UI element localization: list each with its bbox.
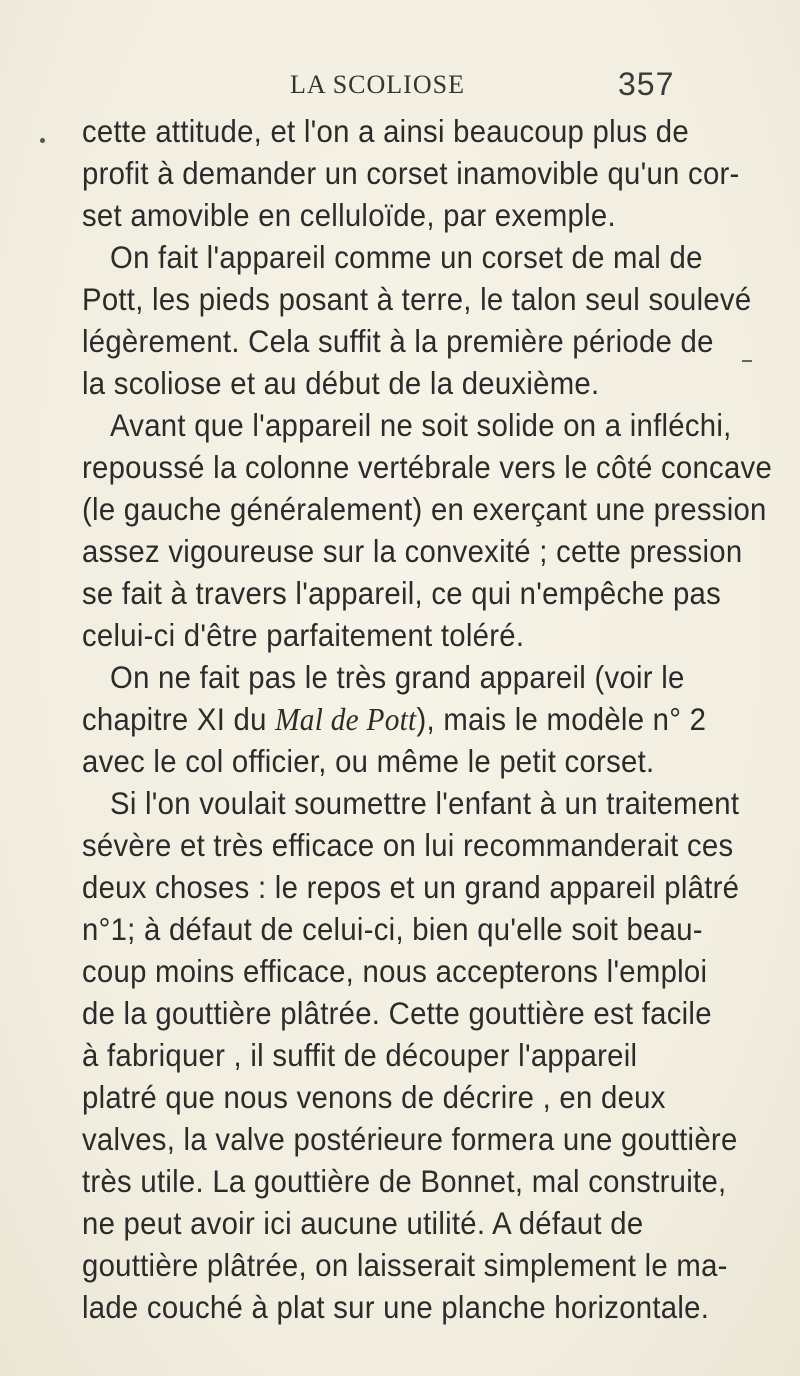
text-line: gouttière plâtrée, on laisserait simplement le ma- bbox=[82, 1247, 728, 1283]
text-line: coup moins efficace, nous accepterons l'emploi bbox=[82, 953, 708, 989]
text-line: valves, la valve postérieure formera une gouttière bbox=[82, 1121, 738, 1157]
text-line: assez vigoureuse sur la convexité ; cette pression bbox=[82, 533, 743, 569]
text-line: On ne fait pas le très grand appareil (voir le bbox=[110, 659, 685, 695]
text-line: sévère et très efficace on lui recommanderait ces bbox=[82, 827, 734, 863]
running-title: LA SCOLIOSE bbox=[290, 70, 465, 99]
text-line: repoussé la colonne vertébrale vers le côté concave bbox=[82, 449, 773, 485]
text-line: celui-ci d'être parfaitement toléré. bbox=[82, 617, 525, 653]
text-line: se fait à travers l'appareil, ce qui n'empêche pas bbox=[82, 575, 722, 611]
text-line: set amovible en celluloïde, par exemple. bbox=[82, 197, 616, 233]
text-line: très utile. La gouttière de Bonnet, mal construite, bbox=[82, 1163, 727, 1199]
text-line bbox=[82, 701, 707, 737]
text-line: à fabriquer , il suffit de découper l'appareil bbox=[82, 1037, 638, 1073]
book-title-italic: Mal de Pott bbox=[275, 702, 417, 737]
page-number: 357 bbox=[618, 66, 675, 102]
text-run: ), mais le modèle n° 2 bbox=[416, 701, 707, 737]
text-line: Pott, les pieds posant à terre, le talon seul soulevé bbox=[82, 281, 752, 317]
text-line: deux choses : le repos et un grand appareil plâtré bbox=[82, 869, 740, 905]
text-line: ne peut avoir ici aucune utilité. A défaut de bbox=[82, 1205, 644, 1241]
text-line: lade couché à plat sur une planche horizontale. bbox=[82, 1289, 710, 1325]
bullet-speck bbox=[40, 138, 45, 143]
text-line: Si l'on voulait soumettre l'enfant à un traitement bbox=[110, 785, 740, 821]
text-line: cette attitude, et l'on a ainsi beaucoup plus de bbox=[82, 113, 689, 149]
running-head bbox=[0, 66, 800, 106]
text-line: légèrement. Cela suffit à la première période de bbox=[82, 323, 714, 359]
text-line: (le gauche généralement) en exerçant une pression bbox=[82, 491, 767, 527]
text-line: la scoliose et au début de la deuxième. bbox=[82, 365, 600, 401]
text-line: platré que nous venons de décrire , en deux bbox=[82, 1079, 666, 1115]
text-line: On fait l'appareil comme un corset de mal de bbox=[110, 239, 703, 275]
margin-mark bbox=[742, 360, 752, 362]
text-line: Avant que l'appareil ne soit solide on a infléchi, bbox=[110, 407, 732, 443]
text-run: chapitre XI du bbox=[82, 701, 276, 737]
text-line: n°1; à défaut de celui-ci, bien qu'elle soit beau- bbox=[82, 911, 703, 947]
text-line: avec le col officier, ou même le petit corset. bbox=[82, 743, 655, 779]
text-line: de la gouttière plâtrée. Cette gouttière est facile bbox=[82, 995, 712, 1031]
text-line: profit à demander un corset inamovible qu'un cor- bbox=[82, 155, 740, 191]
